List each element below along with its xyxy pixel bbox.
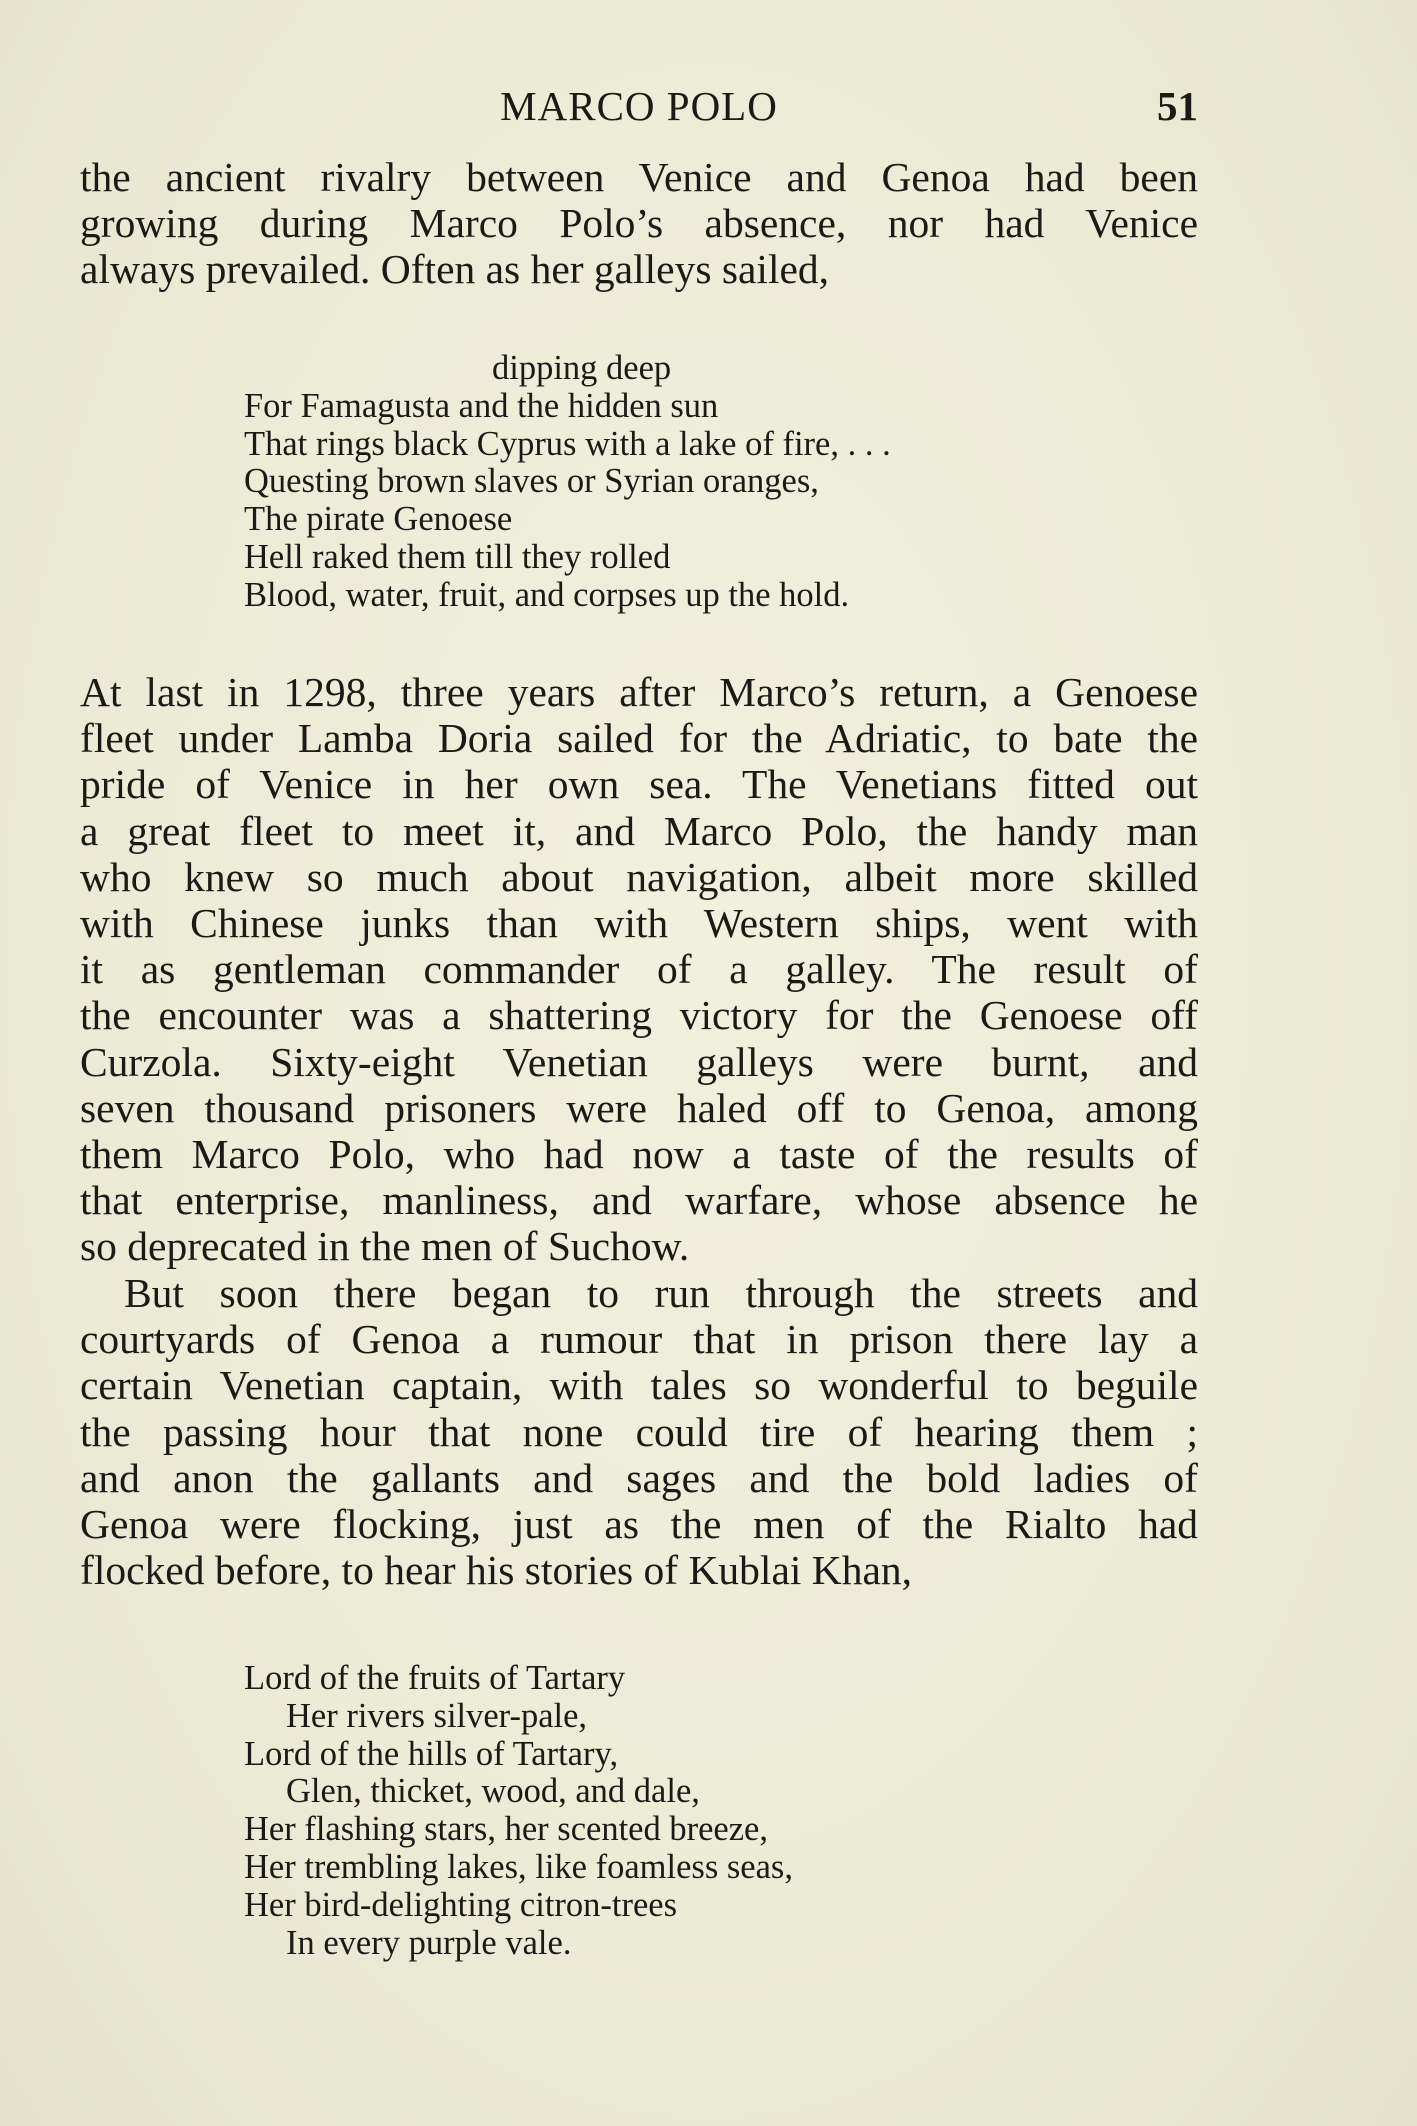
text-line: Genoa were flocking, just as the men of the Rialto had bbox=[80, 1501, 1198, 1548]
verse-line: Hell raked them till they rolled bbox=[244, 537, 671, 576]
text-line: courtyards of Genoa a rumour that in prison there lay a bbox=[80, 1316, 1198, 1363]
verse-line: For Famagusta and the hidden sun bbox=[244, 386, 719, 425]
text-line: fleet under Lamba Doria sailed for the Adriatic, to bate the bbox=[80, 715, 1198, 762]
text-line: so deprecated in the men of Suchow. bbox=[80, 1223, 690, 1270]
text-line: the encounter was a shattering victory for the Genoese off bbox=[80, 992, 1198, 1039]
verse-line: Her flashing stars, her scented breeze, bbox=[244, 1810, 768, 1849]
verse-quotation-2 bbox=[244, 1660, 793, 1962]
text-line: seven thousand prisoners were haled off to Genoa, among bbox=[80, 1084, 1198, 1131]
text-line: the ancient rivalry between Venice and Genoa had been bbox=[80, 154, 1198, 200]
text-line: a great fleet to meet it, and Marco Polo, the handy man bbox=[80, 807, 1198, 854]
text-line: But soon there began to run through the streets and bbox=[124, 1270, 1198, 1316]
text-line: always prevailed. Often as her galleys sailed, bbox=[80, 246, 830, 293]
page-number: 51 bbox=[1157, 83, 1198, 129]
text-line: that enterprise, manliness, and warfare, whose absence he bbox=[80, 1177, 1198, 1224]
text-line: and anon the gallants and sages and the bold ladies of bbox=[80, 1454, 1198, 1501]
text-line: pride of Venice in her own sea. The Venetians fitted out bbox=[80, 761, 1198, 808]
text-line: it as gentleman commander of a galley. The result of bbox=[80, 946, 1198, 993]
verse-line: The pirate Genoese bbox=[244, 500, 513, 539]
verse-line: Blood, water, fruit, and corpses up the hold. bbox=[244, 575, 850, 614]
text-line: certain Venetian captain, with tales so wonderful to beguile bbox=[80, 1362, 1198, 1409]
paragraph-1 bbox=[80, 154, 1198, 293]
verse-line: That rings black Cyprus with a lake of fire, . . . bbox=[244, 424, 891, 463]
text-line: flocked before, to hear his stories of Kublai Khan, bbox=[80, 1547, 913, 1594]
verse-line: Lord of the hills of Tartary, bbox=[244, 1734, 619, 1773]
text-line: the passing hour that none could tire of hearing them ; bbox=[80, 1408, 1198, 1455]
verse-line: Lord of the fruits of Tartary bbox=[244, 1659, 626, 1697]
verse-line: Questing brown slaves or Syrian oranges, bbox=[244, 462, 819, 501]
verse-line: Her trembling lakes, like foamless seas, bbox=[244, 1847, 793, 1886]
running-head bbox=[80, 82, 1198, 132]
text-line: Curzola. Sixty-eight Venetian galleys were burnt, and bbox=[80, 1038, 1198, 1085]
verse-line: In every purple vale. bbox=[286, 1923, 572, 1962]
paragraph-2 bbox=[80, 669, 1198, 1270]
text-line: At last in 1298, three years after Marco’s return, a Genoese bbox=[80, 669, 1198, 715]
verse-line: Her rivers silver-pale, bbox=[286, 1696, 588, 1735]
verse-line: dipping deep bbox=[492, 349, 672, 387]
paragraph-3 bbox=[80, 1270, 1198, 1593]
verse-line: Glen, thicket, wood, and dale, bbox=[286, 1772, 700, 1811]
text-line: who knew so much about navigation, albeit more skilled bbox=[80, 853, 1198, 900]
verse-line: Her bird-delighting citron-trees bbox=[244, 1885, 678, 1924]
running-title: MARCO POLO bbox=[500, 83, 778, 129]
text-line: growing during Marco Polo’s absence, nor had Venice bbox=[80, 200, 1198, 247]
verse-quotation-1 bbox=[244, 350, 891, 615]
text-line: with Chinese junks than with Western ships, went with bbox=[80, 900, 1198, 947]
text-line: them Marco Polo, who had now a taste of the results of bbox=[80, 1131, 1198, 1178]
